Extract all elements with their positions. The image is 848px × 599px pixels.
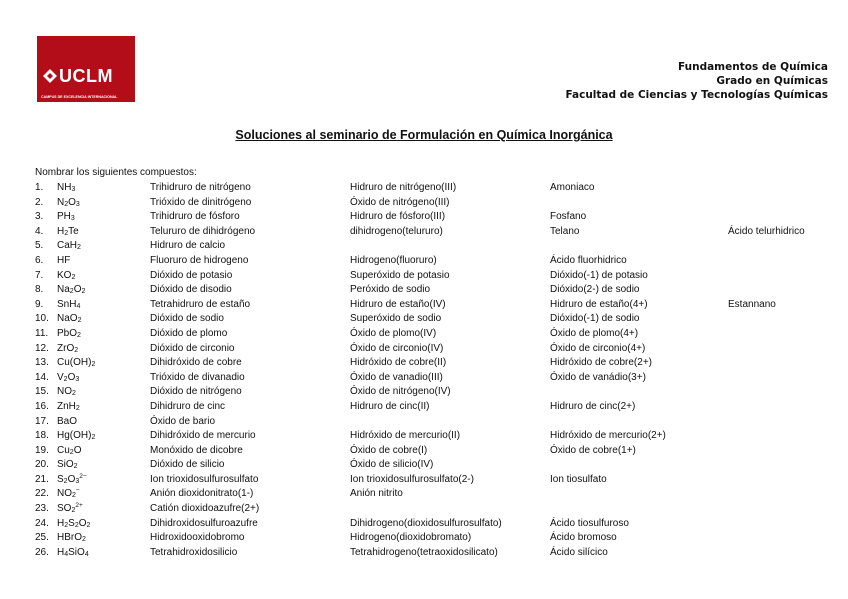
formula-part: S <box>68 517 75 529</box>
name-col-2: Óxido de nitrógeno(IV) <box>350 386 451 398</box>
name-col-1: Óxido de bario <box>150 415 216 427</box>
compound-row <box>0 546 848 561</box>
formula-part: − <box>75 487 80 495</box>
formula-part: ZnH <box>57 400 76 412</box>
formula-part: HF <box>57 254 71 266</box>
chemical-formula <box>57 502 83 517</box>
name-col-3: Hidróxido de cobre(2+) <box>550 357 652 369</box>
course-name: Fundamentos de Química <box>677 61 828 73</box>
name-col-2: Superóxido de sodio <box>350 313 442 325</box>
compound-row <box>0 254 848 269</box>
name-col-3: Amoniaco <box>550 182 595 193</box>
formula-part: 2 <box>69 288 74 296</box>
name-col-1: Dióxido de plomo <box>150 327 228 339</box>
compound-row <box>0 342 848 357</box>
compound-row <box>0 312 848 327</box>
name-col-2: Óxido de silicio(IV) <box>350 459 434 471</box>
formula-part: 3 <box>75 477 80 485</box>
formula-part: 2 <box>63 477 68 485</box>
name-col-1: Hidruro de calcio <box>150 240 226 252</box>
formula-part: O <box>67 473 76 485</box>
formula-part: 4 <box>76 302 81 310</box>
compound-row <box>0 269 848 284</box>
name-col-2: Hidruro de estaño(IV) <box>350 298 446 310</box>
compound-list <box>0 181 848 560</box>
formula-part: 2 <box>69 448 74 456</box>
name-col-4: Estannano <box>728 298 776 310</box>
formula-part: H <box>57 225 65 237</box>
name-col-3: Óxido de vanádio(3+) <box>550 371 646 383</box>
name-col-1: Dióxido de disodio <box>150 284 232 296</box>
compound-row <box>0 283 848 298</box>
name-col-2: Hidruro de cinc(II) <box>350 400 430 412</box>
formula-part: 2 <box>74 346 79 354</box>
name-col-2: dihidrogeno(telururo) <box>350 225 443 237</box>
chemical-formula <box>57 327 81 342</box>
formula-part: 4 <box>84 550 89 558</box>
formula-part: 4 <box>64 550 69 558</box>
name-col-3: Ácido fluorhidrico <box>550 254 627 266</box>
row-number: 15. <box>35 386 49 398</box>
degree-name: Grado en Químicas <box>716 75 828 87</box>
name-col-2: Superóxido de potasio <box>350 269 450 281</box>
formula-part: O <box>73 284 82 296</box>
compound-row <box>0 298 848 313</box>
formula-part: 2 <box>77 317 82 325</box>
name-col-2: Tetrahidrogeno(tetraoxidosilicato) <box>350 546 498 558</box>
formula-part: O <box>68 196 76 208</box>
row-number: 23. <box>35 503 49 515</box>
chemical-formula <box>57 444 81 459</box>
formula-part: SO <box>57 503 72 515</box>
name-col-2: Hidróxido de mercurio(II) <box>350 430 461 442</box>
formula-part: PH <box>57 211 71 223</box>
name-col-1: Ion trioxidosulfurosulfato <box>150 473 259 485</box>
name-col-1: Catión dioxidoazufre(2+) <box>150 503 260 515</box>
row-number: 16. <box>35 400 49 412</box>
compound-row <box>0 385 848 400</box>
row-number: 6. <box>35 254 44 266</box>
formula-part: 2 <box>74 521 79 529</box>
row-number: 19. <box>35 444 49 456</box>
formula-part: 2 <box>82 536 86 544</box>
formula-part: Cu <box>57 444 70 456</box>
formula-part: KO <box>57 269 72 281</box>
uclm-emblem-icon <box>43 69 57 83</box>
formula-part: BaO <box>57 415 78 427</box>
name-col-3: Hidruro de cinc(2+) <box>550 400 636 412</box>
compound-row <box>0 181 848 196</box>
compound-row <box>0 196 848 211</box>
compound-row <box>0 415 848 430</box>
formula-part: V <box>57 371 64 383</box>
name-col-2: Óxido de plomo(IV) <box>350 327 437 339</box>
formula-part: PbO <box>57 327 78 339</box>
chemical-formula <box>57 239 81 254</box>
chemical-formula <box>57 415 77 430</box>
row-number: 20. <box>35 459 49 471</box>
formula-part: 2 <box>91 361 96 369</box>
compound-row <box>0 517 848 532</box>
compound-row <box>0 429 848 444</box>
name-col-2: Dihidrogeno(dioxidosulfurosulfato) <box>350 517 502 529</box>
compound-row <box>0 444 848 459</box>
row-number: 21. <box>35 473 49 485</box>
formula-part: 2 <box>64 200 69 208</box>
compound-row <box>0 210 848 225</box>
logo-text: UCLM <box>59 66 113 86</box>
name-col-2: Hidróxido de cobre(II) <box>350 357 447 369</box>
chemical-formula <box>57 487 80 502</box>
formula-part: ZrO <box>57 342 75 354</box>
compound-row <box>0 487 848 502</box>
name-col-1: Dióxido de nitrógeno <box>150 386 242 398</box>
name-col-1: Trióxido de divanadio <box>150 371 245 383</box>
formula-part: Te <box>68 225 79 237</box>
row-number: 4. <box>35 225 44 237</box>
compound-row <box>0 356 848 371</box>
chemical-formula <box>57 371 79 386</box>
name-col-3: Ácido tiosulfuroso <box>550 517 629 529</box>
header-block <box>565 60 828 102</box>
formula-part: Cu(OH) <box>57 357 92 369</box>
name-col-1: Anión dioxidonitrato(1-) <box>150 488 254 500</box>
row-number: 8. <box>35 284 44 296</box>
formula-part: H <box>57 546 65 558</box>
formula-part: 3 <box>70 215 75 223</box>
row-number: 18. <box>35 430 49 442</box>
chemical-formula <box>57 283 85 298</box>
name-col-3: Óxido de cobre(1+) <box>550 444 636 456</box>
formula-part: 2 <box>63 375 68 383</box>
formula-part: NaO <box>57 313 78 325</box>
row-number: 17. <box>35 415 49 427</box>
name-col-1: Trihidruro de fósforo <box>150 211 240 223</box>
chemical-formula <box>57 181 75 196</box>
formula-part: SiO <box>57 459 74 471</box>
formula-part: NH <box>57 182 72 193</box>
compound-row <box>0 502 848 517</box>
chemical-formula <box>57 312 81 327</box>
chemical-formula <box>57 356 95 371</box>
formula-part: 3 <box>75 200 80 208</box>
compound-row <box>0 371 848 386</box>
name-col-1: Dihidruro de cinc <box>150 400 226 412</box>
name-col-3: Ácido bromoso <box>550 532 617 544</box>
chemical-formula <box>57 531 86 546</box>
name-col-4: Ácido telurhidrico <box>728 225 805 237</box>
formula-part: 2 <box>73 463 78 471</box>
compound-row <box>0 400 848 415</box>
name-col-3: Telano <box>550 225 580 237</box>
compound-row <box>0 473 848 488</box>
name-col-1: Trihidruro de nitrógeno <box>150 182 251 193</box>
chemical-formula <box>57 429 95 444</box>
name-col-2: Óxido de cobre(I) <box>350 444 428 456</box>
row-number: 7. <box>35 269 44 281</box>
row-number: 24. <box>35 517 49 529</box>
name-col-1: Telururo de dihidrógeno <box>150 225 256 237</box>
formula-part: O <box>73 444 82 456</box>
formula-part: Hg(OH) <box>57 430 92 442</box>
formula-part: NO <box>57 386 72 398</box>
document-title: Soluciones al seminario de Formulación en Química Inorgánica <box>235 128 613 142</box>
formula-part: 2 <box>71 273 76 281</box>
row-number: 5. <box>35 240 44 252</box>
name-col-1: Dióxido de potasio <box>150 269 233 281</box>
row-number: 14. <box>35 371 49 383</box>
logo-subtitle: CAMPUS DE EXCELENCIA INTERNACIONAL <box>41 95 118 99</box>
name-col-3: Óxido de plomo(4+) <box>550 327 639 339</box>
row-number: 2. <box>35 196 44 208</box>
name-col-1: Dihidróxido de mercurio <box>150 430 256 442</box>
name-col-1: Monóxido de dicobre <box>150 444 243 456</box>
formula-part: 2− <box>79 472 87 480</box>
row-number: 26. <box>35 546 49 558</box>
name-col-1: Dihidroxidosulfuroazufre <box>150 517 258 529</box>
name-col-3: Hidróxido de mercurio(2+) <box>550 430 666 442</box>
formula-part: CaH <box>57 240 78 252</box>
chemical-formula <box>57 210 75 225</box>
row-number: 11. <box>35 327 49 339</box>
formula-part: 2 <box>86 521 91 529</box>
chemical-formula <box>57 342 78 357</box>
name-col-2: Peróxido de sodio <box>350 284 431 296</box>
compound-row <box>0 239 848 254</box>
name-col-1: Dióxido de sodio <box>150 313 224 325</box>
formula-part: 3 <box>75 375 80 383</box>
name-col-2: Óxido de nitrógeno(III) <box>350 196 450 208</box>
formula-part: 2 <box>64 229 69 237</box>
name-col-1: Dióxido de silicio <box>150 459 225 471</box>
row-number: 3. <box>35 211 44 223</box>
name-col-2: Óxido de circonio(IV) <box>350 342 444 354</box>
formula-part: SiO <box>68 546 85 558</box>
formula-part: 2 <box>72 492 76 500</box>
formula-part: N <box>57 196 65 208</box>
name-col-2: Hidrogeno(fluoruro) <box>350 254 437 266</box>
chemical-formula <box>57 385 76 400</box>
formula-part: 2 <box>75 404 80 412</box>
name-col-1: Fluoruro de hidrogeno <box>150 254 249 266</box>
name-col-2: Ion trioxidosulfurosulfato(2-) <box>350 473 474 485</box>
formula-part: HBrO <box>57 532 82 544</box>
row-number: 12. <box>35 342 49 354</box>
formula-part: Na <box>57 284 70 296</box>
formula-part: 2 <box>91 434 96 442</box>
name-col-2: Hidruro de nitrógeno(III) <box>350 182 457 193</box>
formula-part: O <box>67 371 76 383</box>
chemical-formula <box>57 473 87 488</box>
chemical-formula <box>57 254 70 269</box>
row-number: 10. <box>35 313 49 325</box>
formula-part: S <box>57 473 64 485</box>
name-col-3: Óxido de circonio(4+) <box>550 342 646 354</box>
name-col-2: Anión nitrito <box>350 488 403 500</box>
compound-row <box>0 458 848 473</box>
name-col-3: Ion tiosulfato <box>550 473 607 485</box>
name-col-3: Dióxido(-1) de sodio <box>550 313 640 325</box>
row-number: 9. <box>35 298 44 310</box>
name-col-1: Dihidróxido de cobre <box>150 357 242 369</box>
name-col-3: Fosfano <box>550 211 587 223</box>
chemical-formula <box>57 400 80 415</box>
compound-row <box>0 327 848 342</box>
name-col-1: Hidroxidooxidobromo <box>150 532 245 544</box>
name-col-3: Hidruro de estaño(4+) <box>550 298 648 310</box>
chemical-formula <box>57 196 80 211</box>
name-col-1: Tetrahidruro de estaño <box>150 298 251 310</box>
chemical-formula <box>57 546 89 561</box>
name-col-1: Dióxido de circonio <box>150 342 235 354</box>
formula-part: 2+ <box>75 502 83 510</box>
chemical-formula <box>57 269 75 284</box>
chemical-formula <box>57 225 79 240</box>
name-col-2: Hidrogeno(dioxidobromato) <box>350 532 472 544</box>
faculty-name: Facultad de Ciencias y Tecnologías Químicas <box>565 89 828 101</box>
uclm-logo <box>37 36 135 102</box>
row-number: 13. <box>35 357 49 369</box>
formula-part: 2 <box>72 390 76 398</box>
name-col-1: Trióxido de dinitrógeno <box>150 196 252 208</box>
row-number: 1. <box>35 182 44 193</box>
chemical-formula <box>57 517 90 532</box>
name-col-2: Óxido de vanadio(III) <box>350 371 443 383</box>
compound-row <box>0 225 848 240</box>
instruction-text: Nombrar los siguientes compuestos: <box>35 167 197 178</box>
compound-row <box>0 531 848 546</box>
name-col-1: Tetrahidroxidosilicio <box>150 546 238 558</box>
formula-part: 2 <box>81 288 86 296</box>
formula-part: 2 <box>64 521 69 529</box>
formula-part: 2 <box>77 331 81 339</box>
row-number: 22. <box>35 488 49 500</box>
name-col-3: Dióxido(2-) de sodio <box>550 284 640 296</box>
chemical-formula <box>57 458 78 473</box>
formula-part: 3 <box>71 186 76 193</box>
formula-part: O <box>78 517 87 529</box>
chemical-formula <box>57 298 80 313</box>
name-col-3: Dióxido(-1) de potasio <box>550 269 648 281</box>
row-number: 25. <box>35 532 49 544</box>
formula-part: NO <box>57 488 72 500</box>
formula-part: 2 <box>71 507 76 515</box>
formula-part: 2 <box>77 244 81 252</box>
formula-part: SnH <box>57 298 77 310</box>
name-col-2: Hidruro de fósforo(III) <box>350 211 446 223</box>
name-col-3: Ácido silícico <box>550 546 608 558</box>
formula-part: H <box>57 517 65 529</box>
